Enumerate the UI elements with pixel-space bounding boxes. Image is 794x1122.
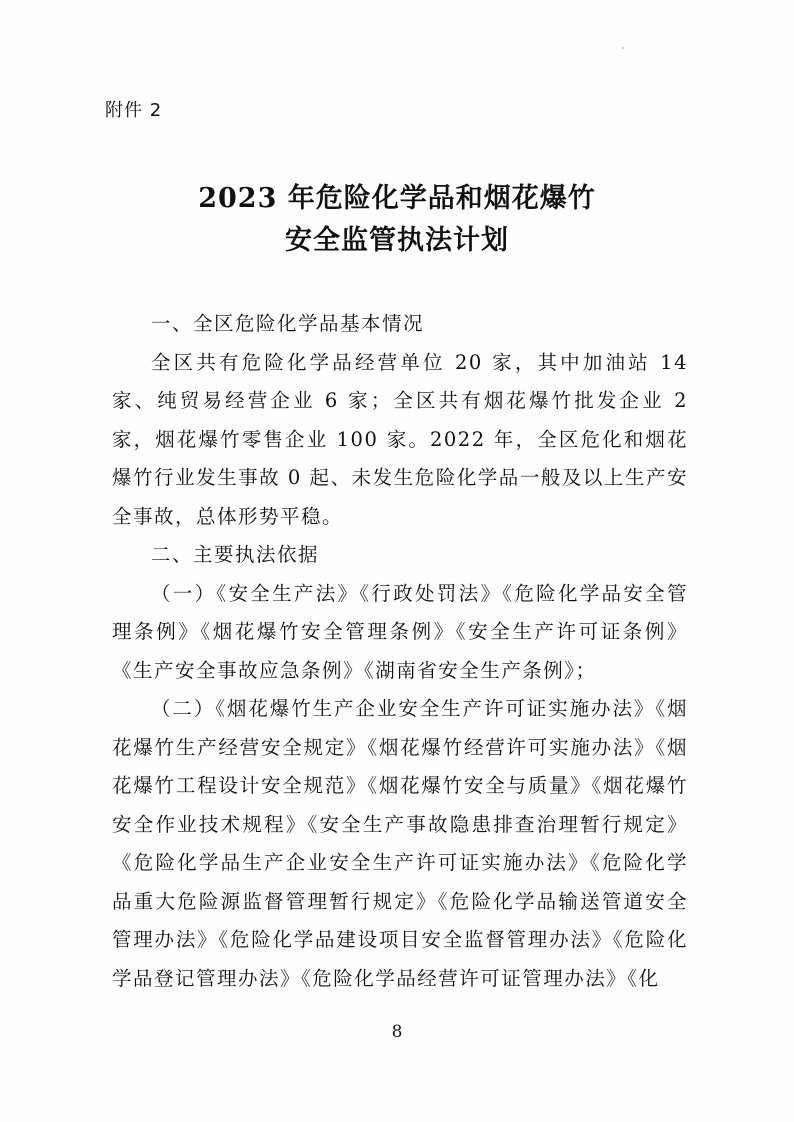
page-number: 8: [391, 1022, 403, 1042]
section-heading-1: 一、全区危险化学品基本情况: [151, 312, 425, 335]
document-title-line1: 2023 年危险化学品和烟花爆竹: [198, 183, 596, 214]
scan-speck: [622, 47, 624, 49]
document-title-line2: 安全监管执法计划: [285, 225, 509, 256]
section-2-item-2: （二）《烟花爆竹生产企业安全生产许可证实施办法》《烟花爆竹生产经营安全规定》《烟花爆竹经营许可实施办法》《烟花爆竹工程设计安全规范》《烟花爆竹安全与质量》《烟花爆竹安全作业技术规程》《安全生产事故隐患排查治理暂行规定》《危险化学品生产企业安全生产许可证实施办法》《危险化学品重大危险源监督管理暂行规定》《危险化学品输送管道安全管理办法》《危险化学品建设项目安全监督管理办法》《危险化学品登记管理办法》《危险化学品经营许可证管理办法》《化: [112, 697, 688, 990]
section-heading-2: 二、主要执法依据: [151, 543, 320, 566]
attachment-label: 附件 2: [105, 100, 163, 121]
section-1-paragraph: 全区共有危险化学品经营单位 20 家，其中加油站 14 家、纯贸易经营企业 6 家；全区共有烟花爆竹批发企业 2 家，烟花爆竹零售企业 100 家。2022 年，全区危化和烟花爆竹行业发生事故 0 起、未发生危险化学品一般及以上生产安全事故，总体形势平稳。: [112, 350, 688, 528]
document-body: [112, 305, 688, 998]
section-2-item-1: （一）《安全生产法》《行政处罚法》《危险化学品安全管理条例》《烟花爆竹安全管理条例》《安全生产许可证条例》《生产安全事故应急条例》《湖南省安全生产条例》；: [112, 581, 688, 682]
